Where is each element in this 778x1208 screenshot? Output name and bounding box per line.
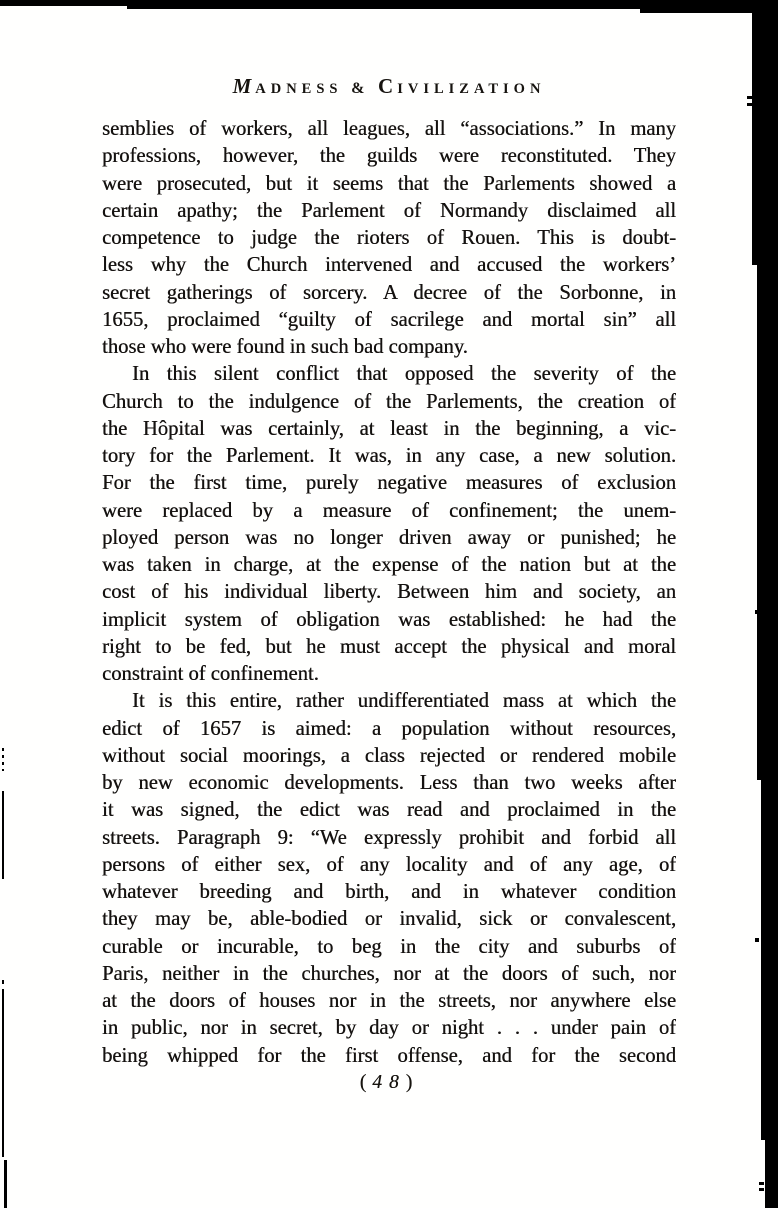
scan-artifact-left-line [4,1160,7,1208]
text-line: certain apathy; the Parlement of Normandy disclaimed all [102,199,676,222]
text-line: being whipped for the first offense, and for the second [102,1044,676,1067]
text-line: in public, nor in secret, by day or night . . . under pain of [102,1017,676,1040]
scan-artifact-right-bar-bottom [765,1140,778,1208]
scan-artifact-right-mark [747,96,752,99]
scan-artifact-left-dash [2,769,4,771]
scan-artifact-right-bar-top [752,0,778,265]
header-word1-initial: M [232,74,256,98]
scan-artifact-left-dash [2,748,4,751]
text-line: cost of his individual liberty. Between him and society, an [102,581,676,604]
header-word2-initial: C [378,74,398,98]
text-line: It is this entire, rather undifferentiated mass at which the [132,690,676,713]
text-line: without social moorings, a class rejected or rendered mobile [102,744,676,767]
text-line: 1655, proclaimed “guilty of sacrilege and mortal sin” all [102,308,676,331]
scan-artifact-left-dot [2,980,4,984]
text-line: curable or incurable, to beg in the city and suburbs of [102,935,676,958]
text-line: it was signed, the edict was read and proclaimed in the [102,799,676,822]
page-number-digits: 48 [372,1072,406,1093]
text-line: professions, however, the guilds were reconstituted. They [102,145,676,168]
text-line: tory for the Parlement. It was, in any case, a new solution. [102,445,676,467]
text-line: by new economic developments. Less than two weeks after [102,772,676,794]
text-line: less why the Church intervened and accused the workers’ [102,254,676,277]
text-line: persons of either sex, of any locality and of any age, of [102,853,676,876]
scan-artifact-left-dash [2,755,4,758]
scan-artifact-right-mark [755,938,759,942]
text-line: ployed person was no longer driven away or punished; he [102,526,676,549]
text-line: streets. Paragraph 9: “We expressly prohibit and forbid all [102,826,676,849]
text-line: semblies of workers, all leagues, all “associations.” In many [102,118,676,140]
text-line: Paris, neither in the churches, nor at the doors of such, nor [102,962,676,985]
page-number-close-paren: ) [405,1072,419,1093]
scan-artifact-right-mark [747,103,752,106]
text-line: competence to judge the rioters of Rouen. This is doubt- [102,227,676,249]
scan-artifact-right-mark [755,610,759,614]
page-number-open-paren: ( [359,1072,373,1093]
text-line: constraint of confinement. [102,663,319,685]
text-line: they may be, able-bodied or invalid, sick or convalescent, [102,908,676,931]
body-text [102,116,676,1070]
scan-artifact-right-mark [759,1182,764,1185]
text-line: Church to the indulgence of the Parlements, the creation of [102,390,676,413]
header-word2-rest: IVILIZATION [397,81,546,97]
header-ampersand: & [351,80,370,97]
text-line: In this silent conflict that opposed the severity of the [132,363,676,386]
text-line: the Hôpital was certainly, at least in the beginning, a vic- [102,417,676,440]
scan-artifact-right-mark [759,1188,764,1191]
text-line: implicit system of obligation was established: he had the [102,608,676,631]
running-header [102,74,676,99]
text-line: right to be fed, but he must accept the physical and moral [102,635,676,658]
scan-artifact-left-line [2,989,4,1157]
scan-artifact-left-line [2,791,4,879]
text-line: those who were found in such bad company. [102,336,468,358]
text-line: were prosecuted, but it seems that the Parlements showed a [102,172,676,195]
text-line: secret gatherings of sorcery. A decree of the Sorbonne, in [102,281,676,304]
text-line: For the first time, purely negative measures of exclusion [102,472,676,495]
text-line: were replaced by a measure of confinement; the unem- [102,499,676,522]
scan-artifact-right-bar-mid [757,265,778,780]
text-line: whatever breeding and birth, and in whatever condition [102,881,676,903]
text-line: was taken in charge, at the expense of the nation but at the [102,554,676,576]
text-line: at the doors of houses nor in the streets, nor anywhere else [102,990,676,1012]
scan-artifact-left-dash [2,762,4,765]
header-word1-rest: ADNESS [255,81,343,97]
text-line: edict of 1657 is aimed: a population without resources, [102,717,676,740]
scan-artifact-right-bar-low [761,780,778,1140]
page-number [102,1072,676,1094]
